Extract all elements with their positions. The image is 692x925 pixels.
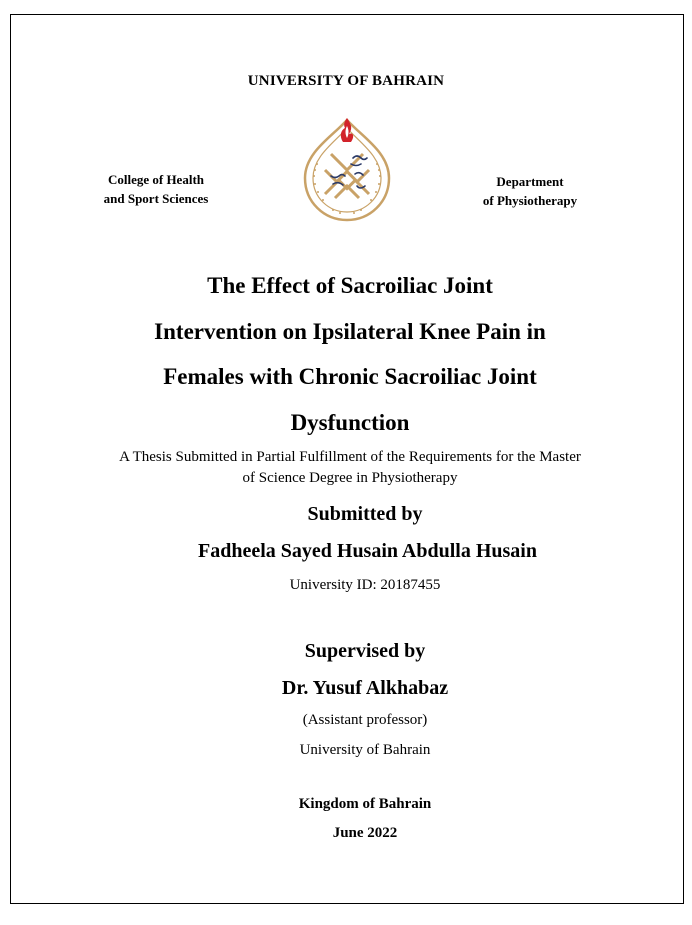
- college-line-1: College of Health: [107, 172, 205, 187]
- supervised-by-label: Supervised by: [304, 640, 426, 662]
- submission-date: June 2022: [332, 825, 398, 841]
- thesis-subtitle: [80, 447, 620, 489]
- college-name: [76, 170, 236, 208]
- supervisor-rank: (Assistant professor): [302, 712, 428, 728]
- title-line-1: The Effect of Sacroiliac Joint: [207, 273, 493, 298]
- university-seal-icon: [303, 114, 391, 224]
- title-line-4: Dysfunction: [290, 409, 410, 435]
- department-name: [450, 172, 610, 210]
- department-line-2: of Physiotherapy: [482, 193, 578, 208]
- title-line-3: Females with Chronic Sacroiliac Joint: [163, 364, 537, 389]
- submitted-by-label: Submitted by: [307, 503, 423, 525]
- thesis-title: [80, 263, 620, 445]
- author-name: Fadheela Sayed Husain Abdulla Husain: [197, 540, 537, 562]
- department-line-1: Department: [496, 174, 564, 189]
- supervisor-affiliation: University of Bahrain: [299, 742, 431, 758]
- university-name: UNIVERSITY OF BAHRAIN: [247, 73, 445, 89]
- university-id: University ID: 20187455: [289, 577, 441, 593]
- country: Kingdom of Bahrain: [298, 796, 432, 812]
- subtitle-line-1: A Thesis Submitted in Partial Fulfillment of the Requirements for the Master: [119, 449, 581, 465]
- subtitle-line-2: of Science Degree in Physiotherapy: [242, 470, 458, 486]
- college-line-2: and Sport Sciences: [103, 191, 209, 206]
- title-line-2: Intervention on Ipsilateral Knee Pain in: [154, 318, 546, 344]
- supervisor-name: Dr. Yusuf Alkhabaz: [281, 677, 449, 699]
